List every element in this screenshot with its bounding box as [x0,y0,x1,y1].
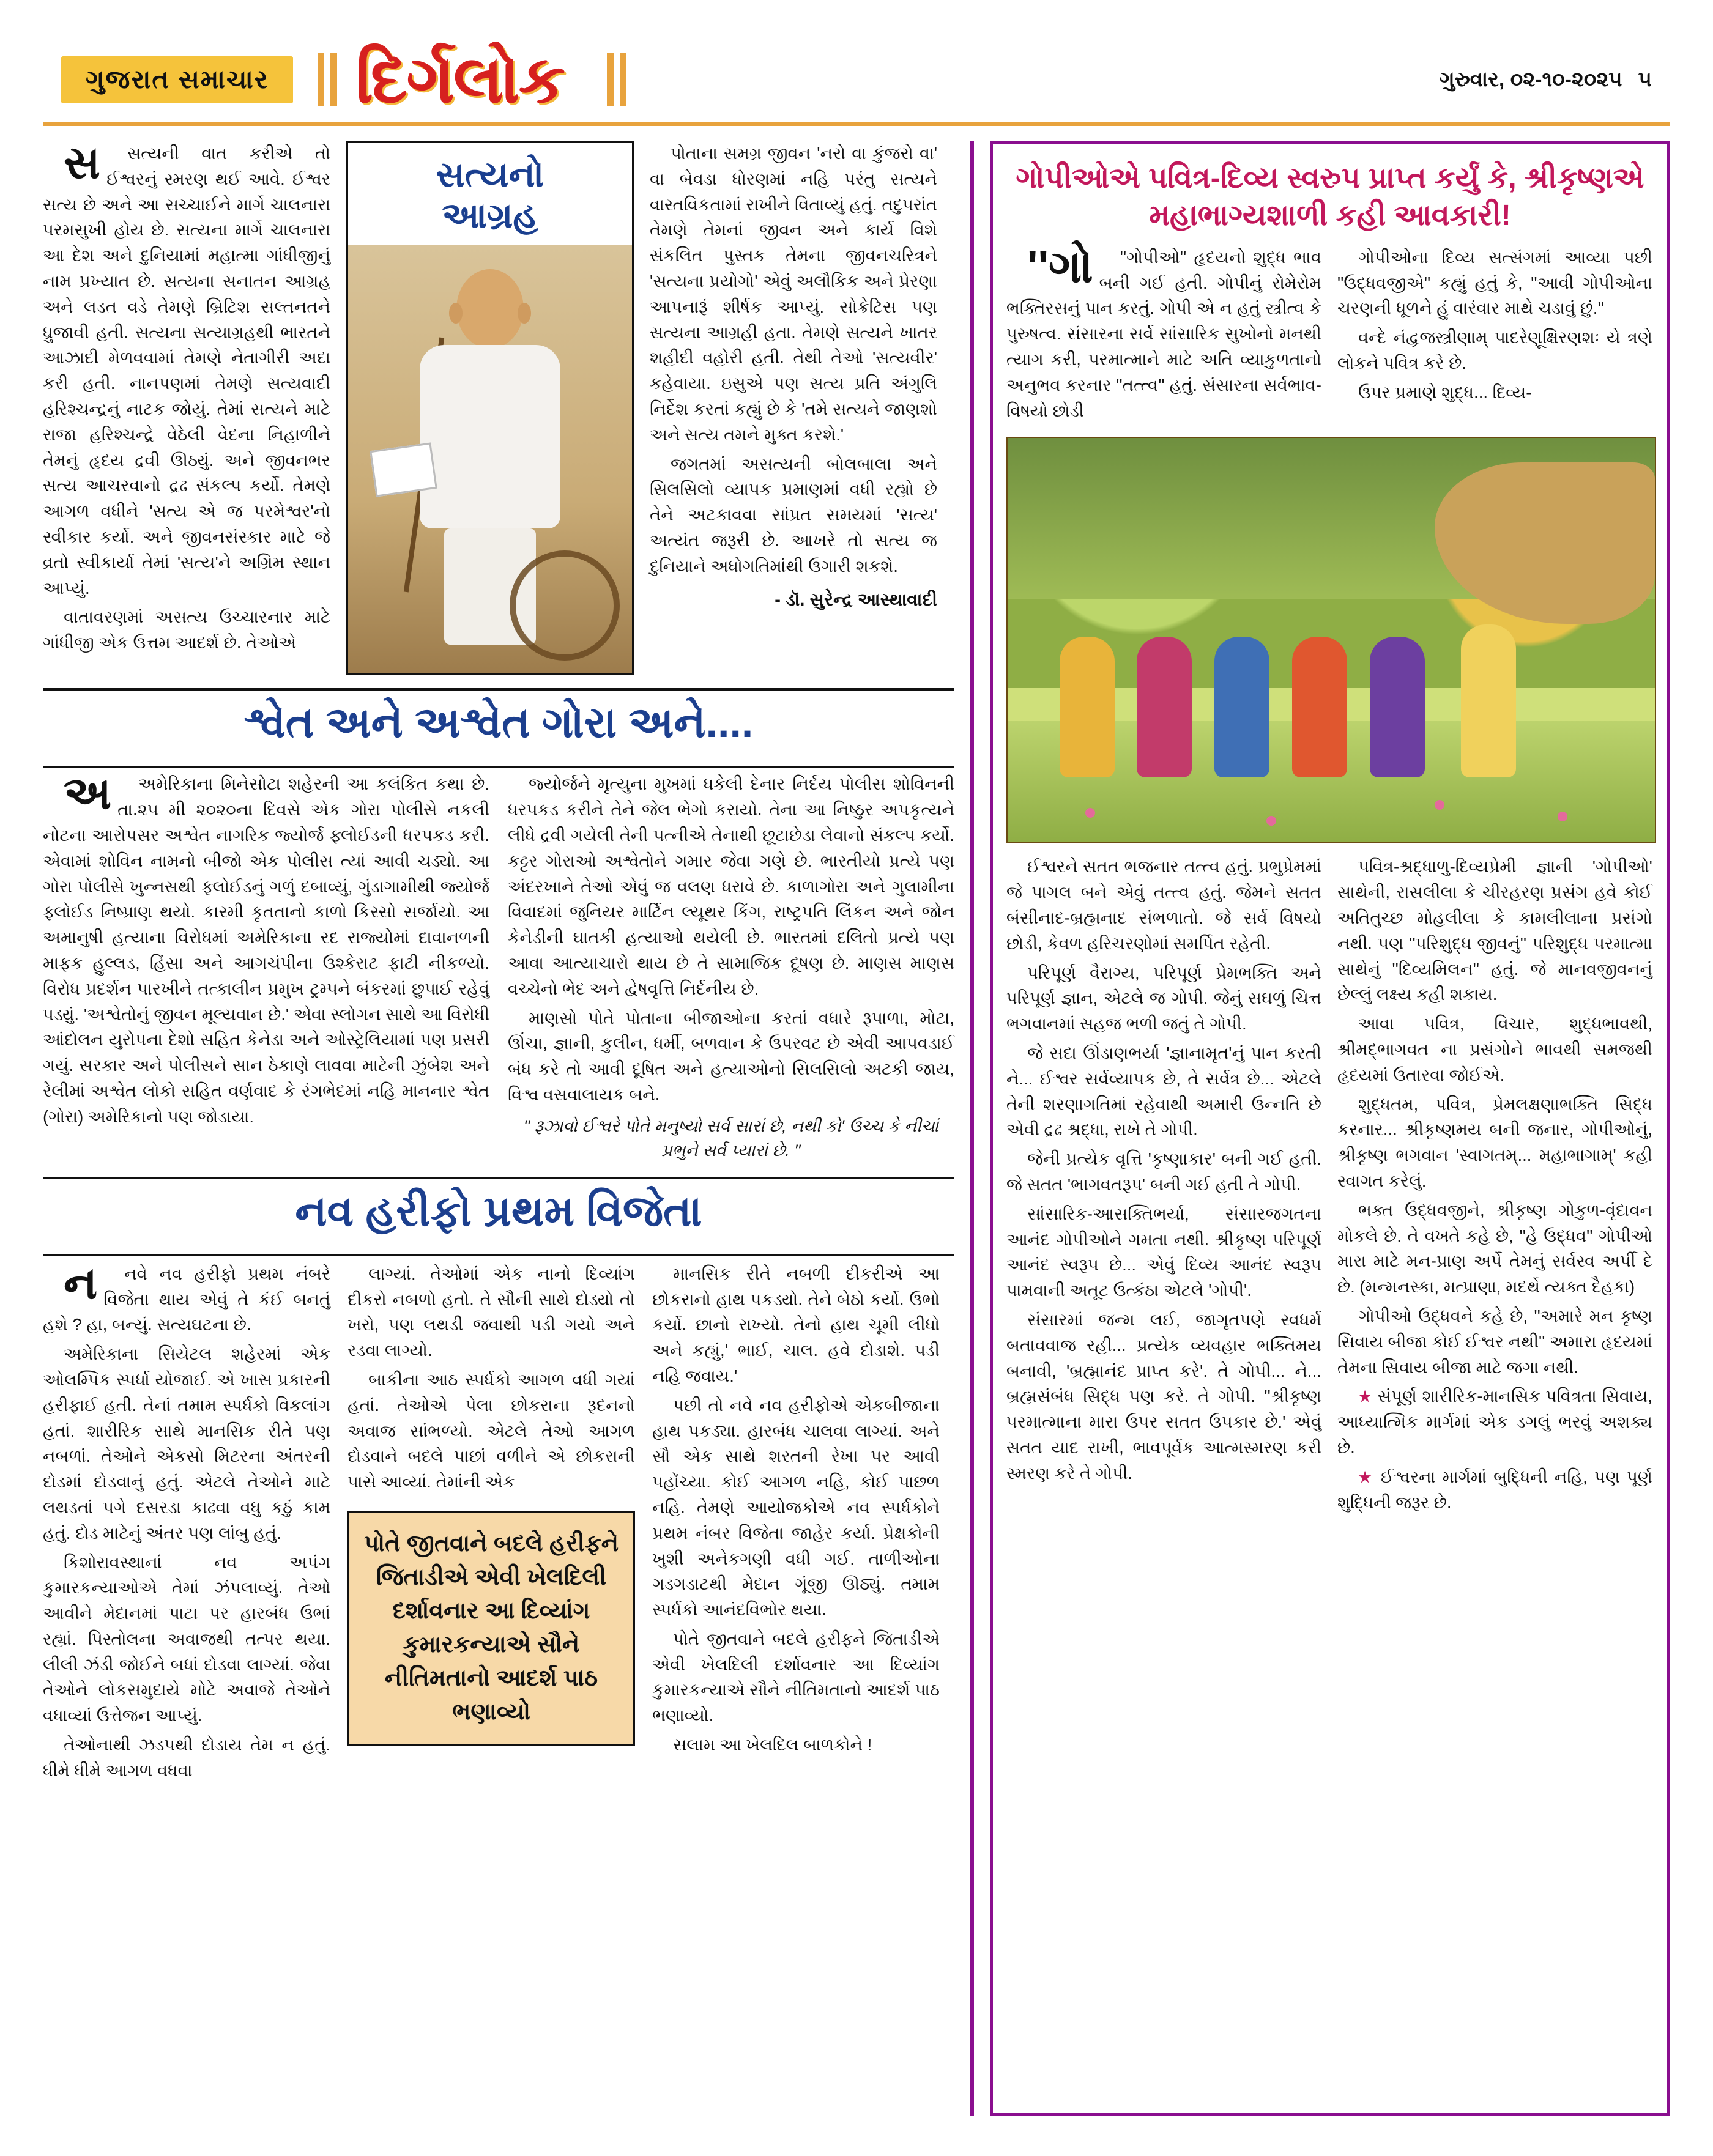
panel-para-13: શુદ્ધતમ, પવિત્ર, પ્રેમલક્ષણાભક્તિ સિદ્ધ કરનાર... શ્રીકૃષ્ણમય બની જનાર, ગોપીઓનું, શ્રીકૃષ્ણ ભગવાન 'સ્વાગતમ્... મહાભાગામ્' કહી સ્વાગત કરેલું. [1337,1094,1652,1191]
gandhi-ear-right [518,303,531,324]
dropcap: ન [64,1257,98,1308]
left-section [43,137,970,2116]
dropcap: ''ગો [1027,240,1093,292]
article2-para-3: માણસો પોતે પોતાના બીજાઓના કરતાં વધારે રૂપાળા, મોટા, ઊંચા, જ્ઞાની, કુલીન, ધર્મી, બળવાન કે ઉપરવટ છે એવી આપવડાઈ બંધ કરે તો આવી દૂષિત અને હત્યાઓનો સિલસિલો અટકી જાય, વિશ્વ વસવાલાયક બને. [508,1008,954,1104]
panel-para-10: સંસારમાં જન્મ લઈ, જાગૃતપણે સ્વધર્મ બતાવવાજ રહી... પ્રત્યેક વ્યવહાર ભક્તિમય બનાવી, 'બ્રહ્માનંદ પ્રાપ્ત કરે'. તે ગોપી... ને... બ્રહ્મસંબંધ સિદ્ધ પણ કરે. તે ગોપી. ''શ્રીકૃષ્ણ પરમાત્માના મારા ઉપર સતત ઉપકાર છે.' એવું સતત યાદ રાખી, ભાવપૂર્વક આત્મસ્મરણ કરી સ્મરણ કરે તે ગોપી. [1006,1310,1321,1483]
gandhi-body [420,345,560,528]
masthead-bars-left [318,53,337,106]
article1-para-1: સત્યની વાત કરીએ તો ઈશ્વરનું સ્મરણ થઈ આવે. ઈશ્વર સત્ય છે અને આ સચ્ચાઈને માર્ગે ચાલનારા પરમસુખી હોય છે. સત્યના માર્ગે ચાલનારા આ દેશ અને દુનિયામાં મહાત્મા ગાંધીજીનું નામ પ્રખ્યાત છે. સત્યના સનાતન આગ્રહ અને લડત વડે તેમણે બ્રિટિશ સલ્તનતને ધ્રુજાવી હતી. સત્યના સત્યાગ્રહથી ભારતને આઝાદી મેળવવામાં તેમણે નેતાગીરી અદા કરી હતી. નાનપણમાં તેમણે સત્યવાદી હરિશ્ચન્દ્રનું નાટક જોયું. તેમાં સત્યને માટે રાજા હરિશ્ચન્દ્રે વેઠેલી વેદના નિહાળીને તેમનું હૃદય દ્રવી ઊઠ્યું. અને જીવનભર સત્ય આચરવાનો દ્રઢ સંકલ્પ કર્યો. તેમણે આગળ વધીને 'સત્ય એ જ પરમેશ્વર'નો સ્વીકાર કર્યો. અને જીવનસંસ્કાર માટે જે વ્રતો સ્વીકાર્યા તેમાં 'સત્ય'ને અગ્રિમ સ્થાન આપ્યું. [43,144,330,598]
dropcap: અ [64,768,112,819]
article2-para-2: જ્યોર્જને મૃત્યુના મુખમાં ધકેલી દેનાર નિર્દય પોલીસ શોવિનની ધરપકડ કરીને તેને જેલ ભેગો કરાયો. તેના આ નિષ્ઠુર અપકૃત્યને લીધે દ્રવી ગયેલી તેની પત્નીએ તેનાથી છૂટાછેડા લેવાનો સંકલ્પ કર્યો. કટ્ટર ગોરાઓ અશ્વેતોને ગમાર જેવા ગણે છે. ભારતીયો પ્રત્યે પણ અંદરખાને તેઓ એવું જ વલણ ધરાવે છે. કાળાગોરા અને ગુલામીના વિવાદમાં જુનિયર માર્ટિન લ્યૂથર કિંગ, રાષ્ટ્રપતિ લિંકન અને જોન કેનેડીની ઘાતકી હત્યાઓ થયેલી છે. ભારતમાં દલિતો પ્રત્યે પણ આવા આત્યાચારો થાય છે તે સામાજિક દૂષણ છે. માણસ માણસ વચ્ચેનો ભેદ અને દ્વેષવૃત્તિ નિર્દનીય છે. [508,774,954,998]
article3-para-4: તેઓનાથી ઝડપથી દોડાય તેમ ન હતું. ધીમે ધીમે આગળ વધવા [43,1735,330,1780]
book-prop [370,443,437,497]
article-nav-harifo [43,1257,954,1787]
panel-column-1-bottom [1006,854,1321,1519]
panel-para-4: ઉપર પ્રમાણે શુદ્ધ... દિવ્ય- [1358,382,1532,402]
panel-bottom-columns [1006,854,1654,1519]
panel-bullet-2-text: ઈશ્વરના માર્ગમાં બુદ્ધિની નહિ, પણ પૂર્ણ શુદ્ધિની જરૂર છે. [1337,1467,1652,1512]
panel-para-15: ગોપીઓ ઉદ્ધવને કહે છે, ''અમારે મન કૃષ્ણ સિવાય બીજા કોઈ ઈશ્વર નથી'' અમારા હૃદયમાં તેમના સિવાય બીજા માટે જગા નથી. [1337,1306,1652,1377]
gopi-figure-4 [1292,637,1347,777]
panel-para-11: પવિત્ર-શ્રદ્ધાળુ-દિવ્યપ્રેમી જ્ઞાની 'ગોપીઓ' સાથેની, રાસલીલા કે ચીરહરણ પ્રસંગ હવે કોઈ અતિતુચ્છ મોહલીલા કે કામલીલાના પ્રસંગો નથી. પણ ''પરિશુદ્ધ જીવનું'' પરિશુદ્ધ પરમાત્મા સાથેનું ''દિવ્યમિલન'' હતું. જે માનવજીવનનું છેલ્લું લક્ષ્ય કહી શકાય. [1337,857,1652,1004]
gopi-figure-1 [1060,637,1115,777]
article1-para-2: વાતાવરણમાં અસત્ય ઉચ્ચારનાર માટે ગાંધીજી એક ઉત્તમ આદર્શ છે. તેઓએ [43,607,330,653]
charkha-wheel-icon [510,550,620,661]
paper-name: ગુજરાત સમાચાર [61,56,293,103]
masthead-meta [1440,68,1670,92]
flower-decor [1085,808,1095,818]
article1-photo-block [346,141,634,675]
photo-frame [346,141,634,675]
gopi-panel [990,141,1670,2116]
panel-para-2: ગોપીઓના દિવ્ય સત્સંગમાં આવ્યા પછી ''ઉદ્ધવજીએ'' કહ્યું હતું કે, ''આવી ગોપીઓના ચરણની ધૂળને હું વારંવાર માથે ચડાવું છું.'' [1337,247,1652,318]
gandhi-ear-left [449,303,463,324]
article1-column-3 [650,141,937,675]
divider-2 [43,766,954,768]
pull-quote-box: પોતે જીતવાને બદલે હરીફને જિતાડીએ એવી ખેલદિલી દર્શાવનાર આ દિવ્યાંગ કુમારકન્યાએ સૌને નીતિમતાનો આદર્શ પાઠ ભણાવ્યો [347,1511,635,1746]
supplement-logo: દિર્ગલોક [355,42,565,116]
panel-para-3: વન્દે નંદ્વ્રજસ્ત્રીણામ્ પાદરેણૂક્ષિરણશઃ યે ત્રણે લોકને પવિત્ર કરે છે. [1337,328,1652,373]
panel-column-1-top [1006,240,1321,428]
masthead [43,37,1670,126]
article1-title [348,143,632,245]
gandhi-photo [348,245,632,673]
panel-column-2-top [1337,245,1652,428]
panel-para-1: ''ગોપીઓ'' હૃદયનો શુદ્ધ ભાવ બની ગઈ હતી. ગોપીનું રોમેરોમ ભક્તિરસનું પાન કરતું. ગોપી એ ન હતું સ્ત્રીત્વ કે પુરુષત્વ. સંસારના સર્વ સાંસારિક સુખોનો મનથી ત્યાગ કરી, પરમાત્માને માટે અતિ વ્યાકુળતાનો અનુભવ કરનાર ''તત્ત્વ'' હતું. સંસારના સર્વભાવ-વિષયો છોડી [1006,247,1321,420]
page-number: ૫ [1638,67,1652,91]
article2-para-1: અમેરિકાના મિનેસોટા શહેરની આ કલંકિત કથા છે. તા.૨૫ મી ૨૦૨૦ના દિવસે એક ગોરા પોલીસે નકલી નોટના આરોપસર અશ્વેત નાગરિક જ્યોર્જ ફ્લોઈડની ધરપકડ કરી. એવામાં શોવિન નામનો બીજો એક પોલીસ ત્યાં આવી ચડ્યો. આ ગોરા પોલીસે ખુન્નસથી ફ્લોઈડનું ગળું દબાવ્યું, ગુંડાગામીથી જ્યોર્જ ફ્લોઈડ નિષ્પ્રાણ થયો. કાસ્મી કૃતતાનો કાળો કિસ્સો સર્જાયો. આ અમાનુષી હત્યાના વિરોધમાં અમેરિકાના રદ રાજ્યોમાં દાવાનળની માફક હુલ્લડ, હિંસા અને આગચંપીના ઉશ્કેરાટ ફાટી નીકળ્યો. વિરોધ પ્રદર્શન પારખીને તત્કાલીન પ્રમુખ ટ્રમ્પને બંકરમાં છુપાઈ રહેવું પડ્યું. 'અશ્વેતોનું જીવન મૂલ્યવાન છે.' એવા સ્લોગન સાથે આ વિરોધી આંદોલન યુરોપના દેશો સહિત કેનેડા અને ઓસ્ટ્રેલિયામાં પણ પ્રસરી ગયું. સરકાર અને પોલીસને સાન ઠેકાણે લાવવા માટેની ઝુંબેશ અને રેલીમાં અશ્વેત લોકો સહિત વર્ણવાદ કે રંગભેદમાં નહિ માનનાર શ્વેત (ગોરા) અમેરિકાનો પણ જોડાયા. [43,774,489,1126]
star-icon: ★ [1358,1387,1378,1406]
dropcap: સ [64,137,100,188]
article-shvet-ashvet [43,768,954,1163]
masthead-bars-right [607,53,626,106]
article3-column-2 [347,1261,635,1787]
gandhi-head [456,269,524,349]
gopi-figure-3 [1214,637,1269,777]
article2-column-2 [508,771,954,1163]
article2-headline: શ્વેત અને અશ્વેત ગોરા અને.... [243,698,754,747]
article3-para-10: સલામ આ ખેલદિલ બાળકોને ! [673,1735,872,1755]
panel-bullet-1-text: સંપૂર્ણ શારીરિક-માનસિક પવિત્રતા સિવાય, આધ્યાત્મિક માર્ગમાં એક ડગલું ભરવું અશક્ય છે. [1337,1387,1652,1457]
article1-title-line2: આગ્રહ [442,195,538,235]
article3-headline: નવ હરીફો પ્રથમ વિજેતા [295,1187,702,1235]
divider-4 [43,1254,954,1256]
article2-column-1 [43,768,489,1163]
krishna-gopis-painting [1006,437,1656,843]
article1-column-1 [43,137,330,675]
gopi-figure-2 [1137,637,1192,777]
panel-column-2-bottom [1337,854,1652,1519]
panel-para-14: ભક્ત ઉદ્ધવજીને, શ્રીકૃષ્ણ ગોકુળ-વૃંદાવન મોકલે છે. તે વખતે કહે છે, ''હે ઉદ્ધવ'' ગોપીઓ મારા માટે મન-પ્રાણ અર્પે તેમનું સર્વસ્વ અર્પી દે છે. (મન્મનસ્કા, મત્પ્રાણા, મદર્થે ત્યક્ત દૈહકા) [1337,1200,1652,1297]
article3-para-6: બાકીના આઠ સ્પર્ધકો આગળ વધી ગયાં હતાં. તેઓએ પેલા છોકરાના રૂદનનો અવાજ સાંભળ્યો. એટલે તેઓ આગળ દોડવાને બદલે પાછાં વળીને એ છોકરાની પાસે આવ્યાં. તેમાંની એક [347,1369,635,1492]
panel-para-6: પરિપૂર્ણ વૈરાગ્ય, પરિપૂર્ણ પ્રેમભક્તિ અને પરિપૂર્ણ જ્ઞાન, એટલે જ ગોપી. જેનું સઘળું ચિત્ત ભગવાનમાં સહજ ભળી જતું તે ગોપી. [1006,963,1321,1034]
flower-decor [1435,800,1444,810]
article3-para-3: કિશોરાવસ્થાનાં નવ અપંગ કુમારકન્યાઓએ તેમાં ઝંપલાવ્યું. તેઓ આવીને મેદાનમાં પાટા પર હારબંધ ઉભાં રહ્યાં. પિસ્તોલના અવાજથી તત્પર થયા. લીલી ઝંડી જોઈને બધાં દોડવા લાગ્યાં. જેવા તેઓને લોકસમુદાયે મોટે અવાજે તેઓને વધાવ્યાં ઉત્તેજન આપ્યું. [43,1552,330,1725]
panel-bullet-1 [1337,1384,1652,1460]
article1-para-3: પોતાના સમગ્ર જીવન 'નરો વા કુંજરો વા' વા બેવડા ધોરણમાં નહિ પરંતુ સત્યને વાસ્તવિકતામાં રાખીને વિતાવ્યું હતું. તદુપરાંત તેમણે તેમનાં જીવન અને કાર્ય વિશે સંકલિત પુસ્તક તેમના જીવનચરિત્રને 'સત્યના પ્રયોગો' એવું અલૌકિક અને પ્રેરણા આપનારૂં શીર્ષક આપ્યું. સોક્રેટિસ પણ સત્યના આગ્રહી હતા. તેમણે સત્યને ખાતર શહીદી વહોરી હતી. તેથી તેઓ 'સત્યવીર' કહેવાયા. ઇસુએ પણ સત્ય પ્રતિ અંગુલિ નિર્દેશ કરતાં કહ્યું છે કે 'તમે સત્યને જાણશો અને સત્ય તમને મુક્ત કરશે.' [650,144,937,444]
article3-para-7: માનસિક રીતે નબળી દીકરીએ આ છોકરાનો હાથ પકડ્યો. તેને બેઠો કર્યો. ઉભો કર્યો. છાનો રાખ્યો. તેનો હાથ ચૂમી લીધો અને કહ્યું,' ભાઈ, ચાલ. હવે દોડાશે. પડી નહિ જવાય.' [652,1264,940,1385]
article3-column-1 [43,1257,330,1787]
article2-quote: '' રૂઝાવો ઈશ્વરે પોતે મનુષ્યો સર્વ સારાં છે, નથી કો' ઉચ્ચ કે નીચાં પ્રભુને સર્વ પ્યારાં છે. '' [523,1116,939,1160]
gopi-figure-5 [1370,637,1425,777]
panel-headline: ગોપીઓએ પવિત્ર-દિવ્ય સ્વરુપ પ્રાપ્ત કર્યું કે, શ્રીકૃષ્ણએ મહાભાગ્યશાળી કહી આવકારી! [1016,162,1644,232]
star-icon: ★ [1358,1467,1381,1486]
article3-para-9: પોતે જીતવાને બદલે હરીફને જિતાડીએ એવી ખેલદિલી દર્શાવનાર આ દિવ્યાંગ કુમારકન્યાએ સૌને નીતિમતાનો આદર્શ પાઠ ભણાવ્યો. [652,1629,940,1725]
krishna-figure [1461,624,1516,777]
panel-para-5: ઈશ્વરને સતત ભજનાર તત્ત્વ હતું. પ્રભુપ્રેમમાં જે પાગલ બને એવું તત્ત્વ હતું. જેમને સતત બંસીનાદ-બ્રહ્મનાદ સંભળાતો. જે સર્વ વિષયો છોડી, કેવળ હરિચરણોમાં સમર્પિત રહેતી. [1006,857,1321,953]
right-section [974,141,1670,2116]
panel-para-9: સાંસારિક-આસક્તિભર્યા, સંસારજગતના આનંદ ગોપીઓને ગમતા નથી. શ્રીકૃષ્ણ પરિપૂર્ણ આનંદ સ્વરૂપ છે... એવું દિવ્ય આનંદ સ્વરૂપ પામવાની અતૂટ ઉત્કંઠા એટલે 'ગોપી'. [1006,1204,1321,1300]
issue-date: ગુરુવાર, ૦૨-૧૦-૨૦૨૫ [1440,67,1622,91]
panel-para-12: આવા પવિત્ર, વિચાર, શુદ્ધભાવથી, શ્રીમદ્ભાગવત ના પ્રસંગોને ભાવથી સમજથી હૃદયમાં ઉતારવા જોઈએ. [1337,1014,1652,1084]
article3-para-1: નવે નવ હરીફો પ્રથમ નંબરે વિજેતા થાય એવું તે કંઈ બનતું હશે ? હા, બન્યું. સત્યઘટના છે. [43,1264,330,1335]
article3-para-5: લાગ્યાં. તેઓમાં એક નાનો દિવ્યાંગ દીકરો નબળો હતો. તે સૌની સાથે દોડ્યો તો ખરો, પણ લથડી જવાથી પડી ગયો અને રડવા લાગ્યો. [347,1264,635,1360]
panel-top-columns [1006,240,1654,428]
panel-para-7: જે સદા ઊંડાણભર્યા 'જ્ઞાનામૃત'નું પાન કરતી ને... ઈશ્વર સર્વવ્યાપક છે, તે સર્વત્ર છે... એટલે તેની શરણાગતિમાં રહેવાથી અમારી ઉન્નતિ છે એવી દ્રઢ શ્રદ્ધા, રાખે તે ગોપી. [1006,1043,1321,1139]
panel-para-8: જેની પ્રત્યેક વૃત્તિ 'કૃષ્ણાકાર' બની ગઈ હતી. જે સતત 'ભાગવતરૂપ' બની ગઈ હતી તે ગોપી. [1006,1149,1321,1195]
article1-byline: - ડૉ. સુરેન્દ્ર આસ્થાવાદી [775,590,937,610]
article1-para-4: જગતમાં અસત્યની બોલબાલા અને સિલસિલો વ્યાપક પ્રમાણમાં વધી રહ્યો છે તેને અટકાવવા સાંપ્રત સમયમાં 'સત્ય' અત્યંત જરૂરી છે. આખરે તો સત્ય જ દુનિયાને અધોગતિમાંથી ઉગારી શકશે. [650,454,937,576]
article3-para-8: પછી તો નવે નવ હરીફોએ એકબીજાના હાથ પકડ્યા. હારબંધ ચાલવા લાગ્યાં. અને સૌ એક સાથે શરતની રેખા પર આવી પહોંચ્યા. કોઈ આગળ નહિ, કોઈ પાછળ નહિ. તેમણે આયોજકોએ નવ સ્પર્ધકોને પ્રથમ નંબર વિજેતા જાહેર કર્યા. પ્રેક્ષકોની ખુશી અનેકગણી વધી ગઈ. તાળીઓના ગડગડાટથી મેદાન ગૂંજી ઊઠ્યું. તમામ સ્પર્ધકો આનંદવિભોર થયા. [652,1395,940,1620]
panel-bullet-2 [1337,1464,1652,1516]
article-satya-no-agrah [43,137,954,675]
article1-title-line1: સત્યનો [436,155,544,194]
article3-column-3 [652,1261,940,1787]
article3-para-2: અમેરિકાના સિયેટલ શહેરમાં એક ઓલમ્પિક સ્પર્ધા યોજાઈ. એ ખાસ પ્રકારની હરીફાઈ હતી. તેનાં તમામ સ્પર્ધકો વિકલાંગ હતાં. શારીરિક સાથે માનસિક રીતે પણ નબળાં. તેઓને એકસો મિટરના અંતરની દોડમાં દોડવાનું હતું. એટલે તેઓને માટે લથડતાં પગે દસરડા કાઢવા વધુ કઠું કામ હતું. દોડ માટેનું અંતર પણ લાંબુ હતું. [43,1344,330,1543]
